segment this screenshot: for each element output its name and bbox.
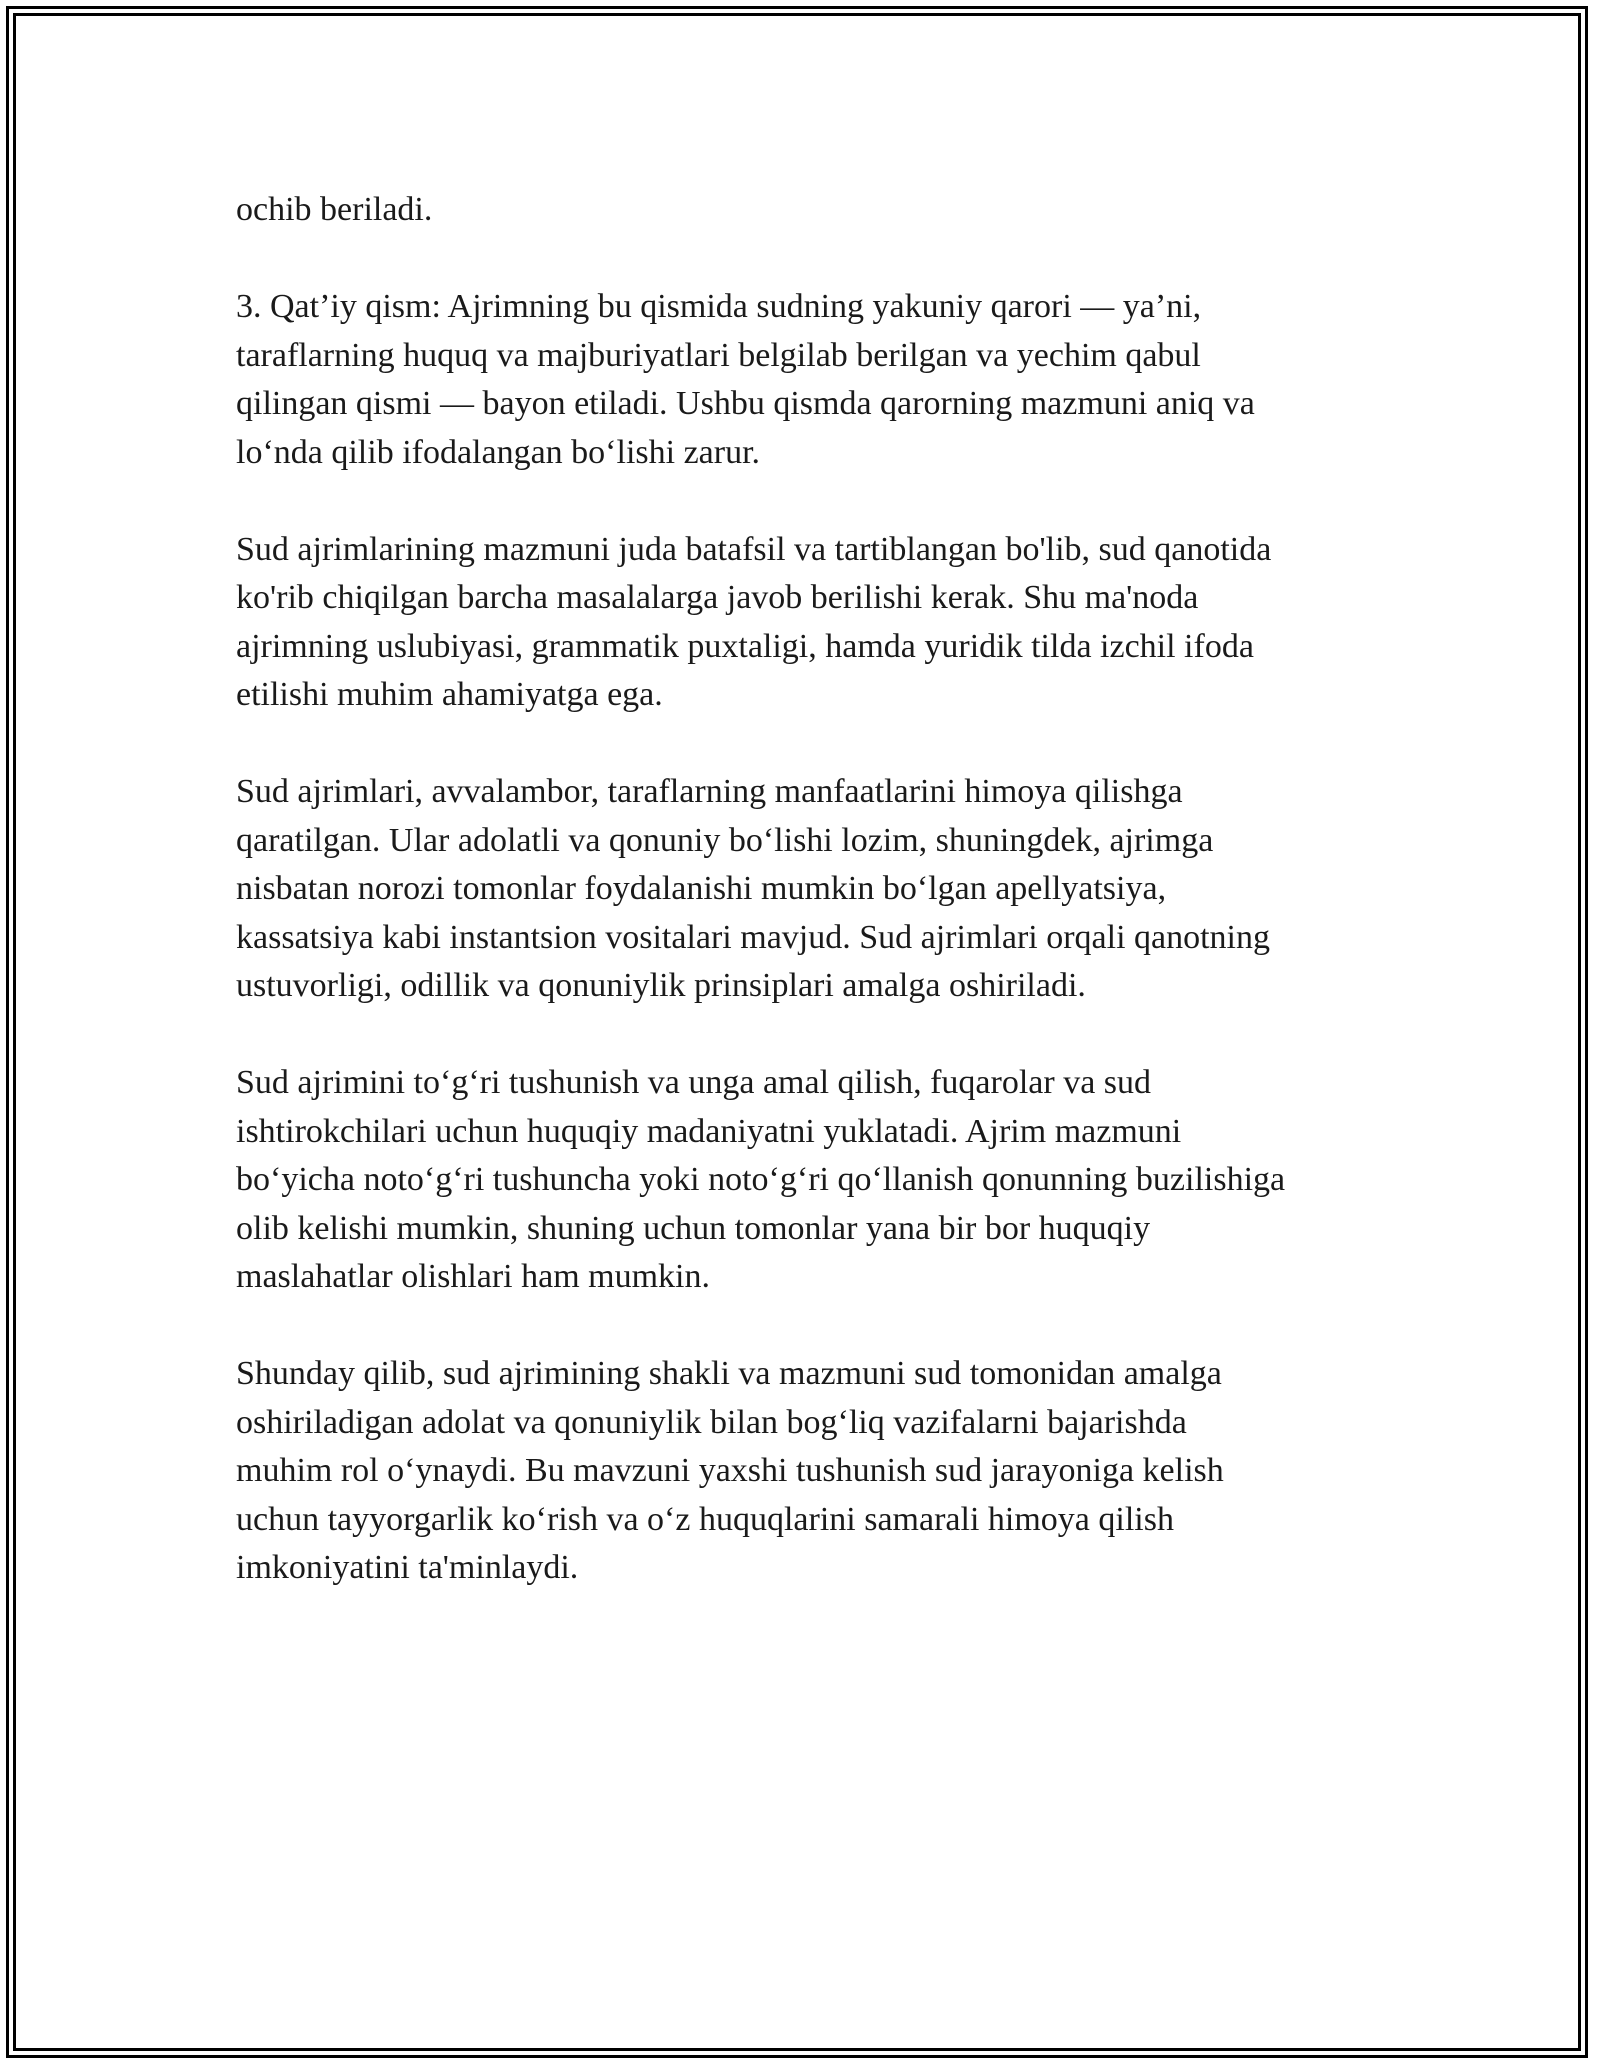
paragraph-content-detail: Sud ajrimlarining mazmuni juda batafsil va tartiblangan bo'lib, sud qanotida ko'rib chiqilgan barcha masalalarga javob berilishi kerak. Shu ma'noda ajrimning uslubiyasi, grammatik puxtaligi, hamda yuridik tilda izchil ifoda etilishi muhim ahamiyatga ega. bbox=[236, 530, 1272, 713]
paragraph-final-part: 3. Qat’iy qism: Ajrimning bu qismida sudning yakuniy qarori — ya’ni, taraflarning huquq va majburiyatlari belgilab berilgan va yechim qabul qilingan qismi — bayon etiladi. Ushbu qismda qarorning mazmuni aniq va lo‘nda qilib ifodalangan bo‘lishi zarur. bbox=[236, 288, 1255, 471]
paragraph-conclusion: Shunday qilib, sud ajrimining shakli va mazmuni sud tomonidan amalga oshiriladigan adolat va qonuniylik bilan bog‘liq vazifalarni bajarishda muhim rol o‘ynaydi. Bu mavzuni yaxshi tushunish sud jarayoniga kelish uchun tayyorgarlik ko‘rish va o‘z huquqlarini samarali himoya qilish imkoniyatini ta'minlaydi. bbox=[236, 1355, 1224, 1586]
paragraph-understanding: Sud ajrimini to‘g‘ri tushunish va unga amal qilish, fuqarolar va sud ishtirokchilari uchun huquqiy madaniyatni yuklatadi. Ajrim mazmuni bo‘yicha noto‘g‘ri tushuncha yoki noto‘g‘ri qo‘llanish qonunning buzilishiga olib kelishi mumkin, shuning uchun tomonlar yana bir bor huquqiy maslahatlar olishlari ham mumkin. bbox=[236, 1064, 1286, 1295]
paragraph-continuation: ochib beriladi. bbox=[236, 191, 433, 228]
document-body bbox=[236, 186, 1376, 1641]
paragraph-party-interests: Sud ajrimlari, avvalambor, taraflarning manfaatlarini himoya qilishga qaratilgan. Ular adolatli va qonuniy bo‘lishi lozim, shuningdek, ajrimga nisbatan norozi tomonlar foydalanishi mumkin bo‘lgan apellyatsiya, kassatsiya kabi instantsion vositalari mavjud. Sud ajrimlari orqali qanotning ustuvorligi, odillik va qonuniylik prinsiplari amalga oshiriladi. bbox=[236, 773, 1270, 1004]
